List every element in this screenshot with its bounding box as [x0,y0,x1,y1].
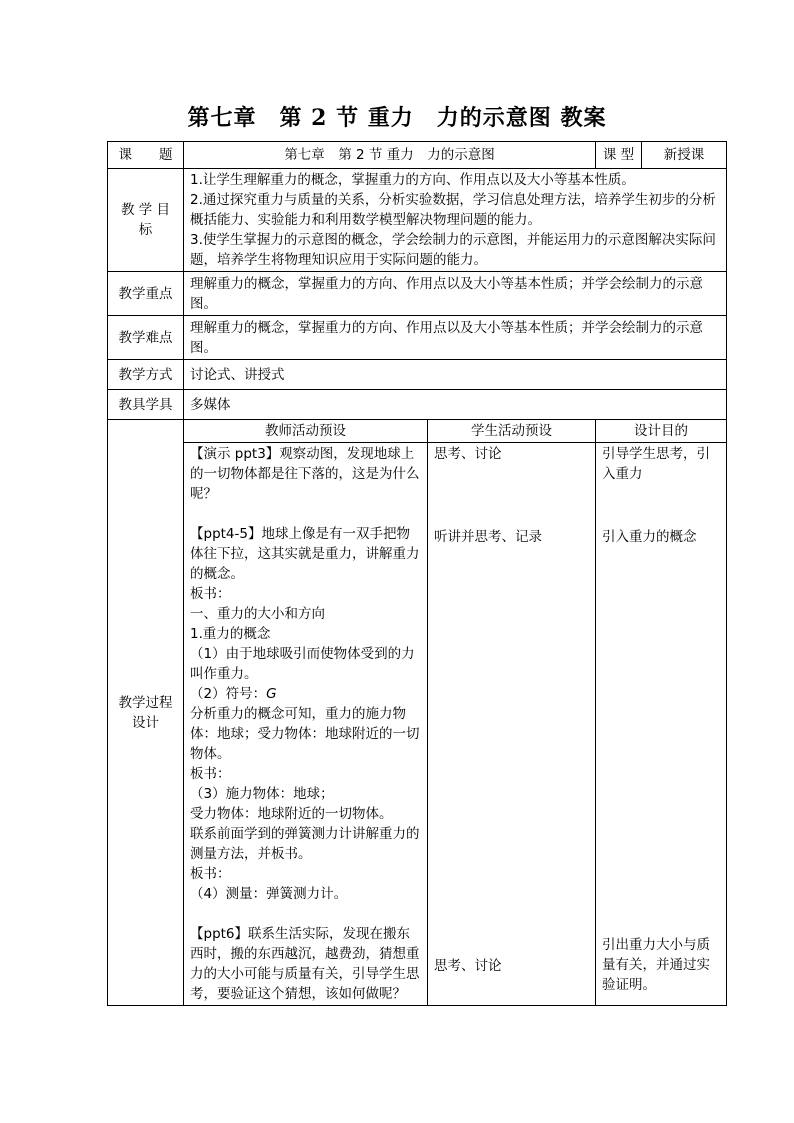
row-topic [108,142,727,169]
lesson-plan-table [107,141,727,1006]
row-difficulties [108,316,727,360]
topic-label: 课 题 [108,142,184,169]
row-method [108,360,727,390]
type-label: 课 型 [596,142,642,169]
student-line: 思考、讨论 [434,958,502,974]
teacher-line: 板书： [190,766,231,782]
method-value: 讨论式、讲授式 [184,360,727,390]
document-title: 第七章 第 2 节 重力 力的示意图 教案 [187,105,607,131]
col-purpose-header: 设计目的 [596,420,727,443]
teacher-line: 1.重力的概念 [190,626,271,642]
process-label: 教学过程设计 [108,420,184,1006]
difficulties-label: 教学难点 [108,316,184,360]
goal-item-1: 1.让学生理解重力的概念，掌握重力的方向、作用点以及大小等基本性质。 [190,172,635,188]
symbol-prefix: （2）符号： [190,686,267,702]
teacher-line: 板书： [190,866,231,882]
tools-value: 多媒体 [184,390,727,420]
teacher-line: （4）测量：弹簧测力计。 [190,886,348,902]
teacher-line [190,684,421,704]
row-key-points [108,272,727,316]
goals-content [184,169,727,272]
teacher-line: 【演示 ppt3】观察动图，发现地球上的一切物体都是往下落的，这是为什么呢？ [190,446,420,502]
type-value: 新授课 [642,142,727,169]
difficulties-value: 理解重力的概念，掌握重力的方向、作用点以及大小等基本性质；并学会绘制力的示意图。 [184,316,727,360]
student-line: 思考、讨论 [434,446,502,462]
gravity-symbol: G [266,686,277,702]
purpose-line: 引导学生思考，引入重力 [602,446,710,482]
design-purpose [596,443,727,1006]
teacher-line: 受力物体：地球附近的一切物体。 [190,806,393,822]
teacher-activities [184,443,428,1006]
col-student-header: 学生活动预设 [428,420,596,443]
teacher-line: （3）施力物体：地球； [190,786,334,802]
student-activities [428,443,596,1006]
purpose-line: 引入重力的概念 [602,529,697,545]
teacher-line: 联系前面学到的弹簧测力计讲解重力的测量方法，并板书。 [190,826,420,862]
teacher-line: 板书： [190,586,231,602]
row-process-header [108,420,727,443]
method-label: 教学方式 [108,360,184,390]
teacher-line: 分析重力的概念可知，重力的施力物体：地球；受力物体：地球附近的一切物体。 [190,706,420,762]
goal-item-2: 2.通过探究重力与质量的关系，分析实验数据，学习信息处理方法，培养学生初步的分析概括能力、实验能力和利用数学模型解决物理问题的能力。 [190,192,716,228]
teacher-line: 【ppt6】联系生活实际，发现在搬东西时，搬的东西越沉，越费劲，猜想重力的大小可能与质量有关，引导学生思考，要验证这个猜想，该如何做呢？ [190,926,420,1002]
goal-item-3: 3.使学生掌握力的示意图的概念，学会绘制力的示意图，并能运用力的示意图解决实际问题，培养学生将物理知识应用于实际问题的能力。 [190,232,716,268]
teacher-line: 一、重力的大小和方向 [190,606,325,622]
teacher-line: （1）由于地球吸引而使物体受到的力叫作重力。 [190,646,415,682]
key-points-value: 理解重力的概念，掌握重力的方向、作用点以及大小等基本性质；并学会绘制力的示意图。 [184,272,727,316]
tools-label: 教具学具 [108,390,184,420]
row-tools [108,390,727,420]
topic-value: 第七章 第 2 节 重力 力的示意图 [184,142,596,169]
row-goals [108,169,727,272]
purpose-line: 引出重力大小与质量有关，并通过实验证明。 [602,937,710,993]
col-teacher-header: 教师活动预设 [184,420,428,443]
row-process-body [108,443,727,1006]
teacher-line: 【ppt4-5】地球上像是有一双手把物体往下拉，这其实就是重力，讲解重力的概念。 [190,526,420,582]
key-points-label: 教学重点 [108,272,184,316]
goals-label: 教 学 目 标 [108,169,184,272]
student-line: 听讲并思考、记录 [434,529,542,545]
